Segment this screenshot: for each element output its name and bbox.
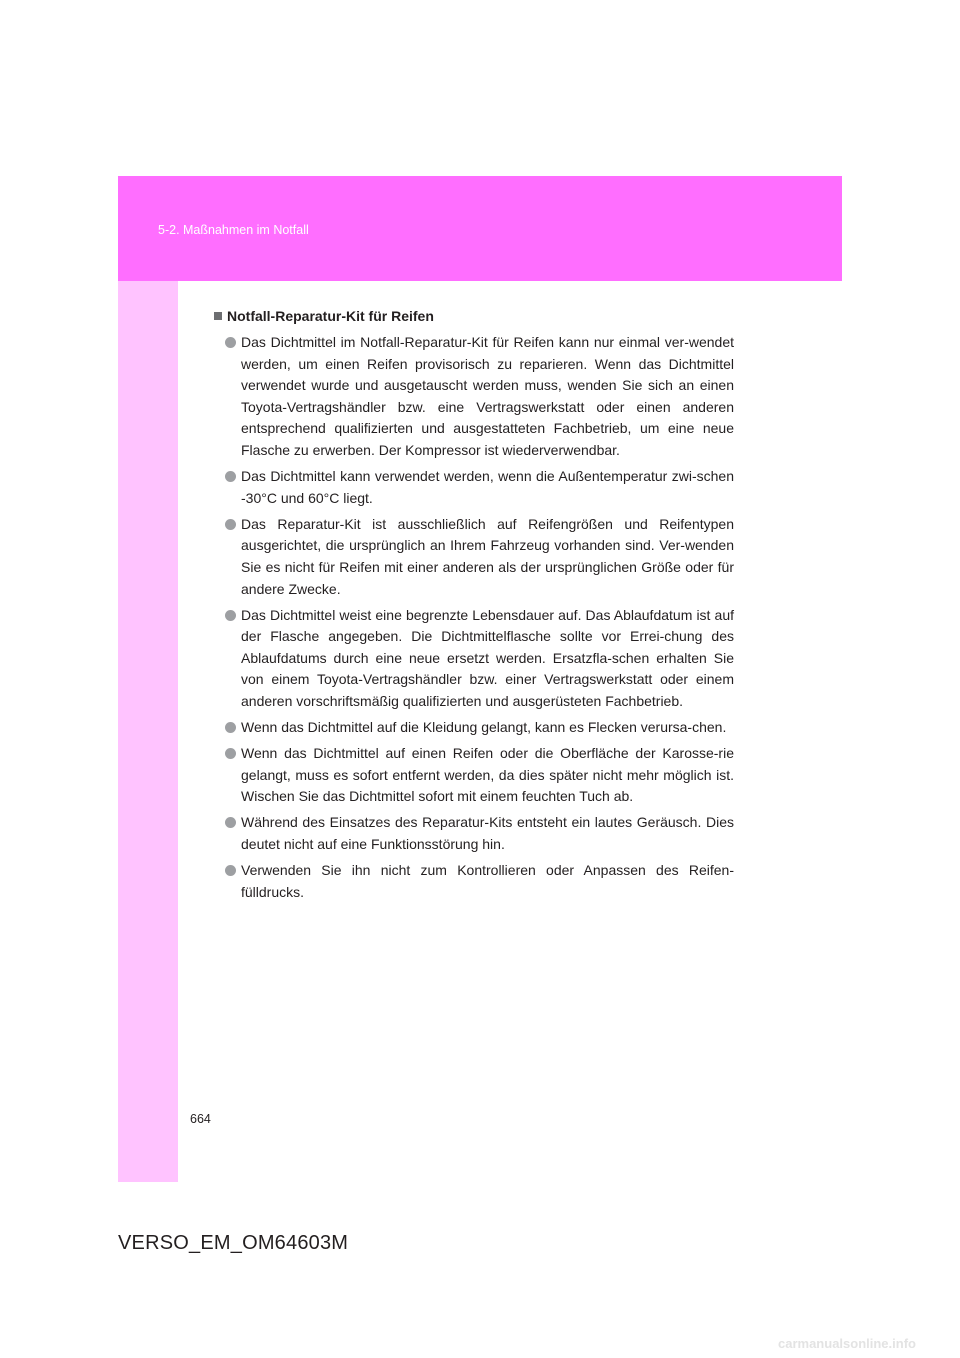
chapter-header-bar — [118, 176, 842, 281]
circle-bullet-icon — [225, 748, 236, 759]
list-item — [214, 466, 734, 509]
side-strip — [118, 281, 178, 1182]
watermark: carmanualsonline.info — [778, 1336, 916, 1351]
list-item-text: Wenn das Dichtmittel auf die Kleidung gelangt, kann es Flecken verursa-chen. — [241, 719, 727, 736]
subsection-heading-text: Notfall-Reparatur-Kit für Reifen — [227, 308, 434, 324]
square-bullet-icon — [214, 312, 222, 320]
list-item-text: Das Dichtmittel kann verwendet werden, wenn die Außentemperatur zwi-schen -30°C und 60°C liegt. — [241, 468, 734, 506]
circle-bullet-icon — [225, 337, 236, 348]
list-item-text: Das Dichtmittel im Notfall-Reparatur-Kit für Reifen kann nur einmal ver-wendet werden, um einen Reifen provisorisch zu reparieren. Wenn das Dichtmittel verwendet wurde und ausgetauscht werden muss, wenden Sie sich an einen Toyota-Vertragshändler bzw. eine Vertragswerkstatt oder einen anderen entsprechend qualifizierten und ausgestatteten Fachbetrieb, um eine neue Flasche zu erwerben. Der Kompressor ist wiederverwendbar. — [241, 334, 734, 458]
list-item — [214, 514, 734, 600]
list-item — [214, 743, 734, 808]
list-item-text: Das Reparatur-Kit ist ausschließlich auf Reifengrößen und Reifentypen ausgerichtet, die ursprünglich an Ihrem Fahrzeug vorhanden sind. Ver-wenden Sie es nicht für Reifen mit einer anderen als der ursprünglichen Größe oder für andere Zwecke. — [241, 515, 734, 597]
bullet-list — [214, 332, 734, 903]
list-item — [214, 717, 734, 739]
page-number: 664 — [190, 1112, 211, 1126]
list-item — [214, 332, 734, 462]
list-item-text: Wenn das Dichtmittel auf einen Reifen oder die Oberfläche der Karosse-rie gelangt, muss es sofort entfernt werden, da dies später nicht mehr möglich ist. Wischen Sie das Dichtmittel sofort mit einem feuchten Tuch ab. — [241, 745, 734, 805]
circle-bullet-icon — [225, 610, 236, 621]
circle-bullet-icon — [225, 722, 236, 733]
circle-bullet-icon — [225, 471, 236, 482]
circle-bullet-icon — [225, 817, 236, 828]
list-item — [214, 860, 734, 903]
document-code: VERSO_EM_OM64603M — [118, 1232, 349, 1254]
list-item — [214, 605, 734, 713]
list-item — [214, 812, 734, 855]
list-item-text: Das Dichtmittel weist eine begrenzte Lebensdauer auf. Das Ablaufdatum ist auf der Flasche angegeben. Die Dichtmittelflasche sollte vor Errei-chung des Ablaufdatums durch eine neue ersetzt werden. Ersatzfla-schen erhalten Sie von einem Toyota-Vertragshändler bzw. einer Vertragswerkstatt oder einem anderen vorschriftsmäßig qualifizierten und ausgerüsteten Fachbetrieb. — [241, 606, 734, 709]
subsection-heading — [214, 306, 734, 326]
page-content — [214, 306, 734, 908]
circle-bullet-icon — [225, 865, 236, 876]
list-item-text: Während des Einsatzes des Reparatur-Kits entsteht ein lautes Geräusch. Dies deutet nicht auf eine Funktionsstörung hin. — [241, 814, 734, 853]
circle-bullet-icon — [225, 519, 236, 530]
list-item-text: Verwenden Sie ihn nicht zum Kontrollieren oder Anpassen des Reifen-fülldrucks. — [241, 862, 734, 900]
section-title: 5-2. Maßnahmen im Notfall — [158, 223, 309, 237]
